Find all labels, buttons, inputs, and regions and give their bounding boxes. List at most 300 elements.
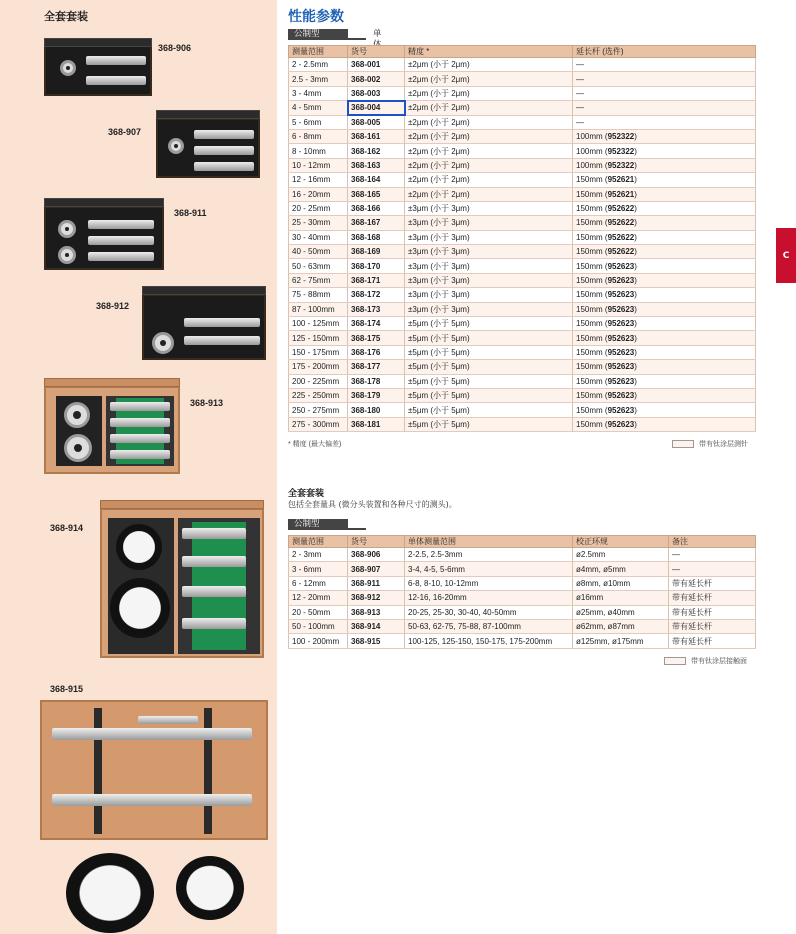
code-cell: 368-171 — [348, 273, 405, 287]
extension-length: 150mm ( — [576, 391, 608, 401]
range-cell: 2.5 - 3mm — [289, 72, 348, 86]
extension-cell — [573, 216, 756, 230]
gauge-head — [182, 528, 246, 539]
legend-label: 带有钛涂层测针 — [699, 441, 748, 448]
table-row — [289, 331, 756, 345]
code-cell: 368-170 — [348, 259, 405, 273]
extension-cell — [573, 403, 756, 417]
remark-cell: 带有延长杆 — [669, 619, 756, 633]
range-cell: 3 - 4mm — [289, 86, 348, 100]
extension-code: 952623 — [607, 261, 635, 271]
single-range-cell: 3-4, 4-5, 5-6mm — [405, 562, 573, 576]
table-row — [289, 388, 756, 402]
single-range-cell: 6-8, 8-10, 10-12mm — [405, 576, 573, 590]
accuracy-cell: ±2μm (小于 2μm) — [405, 173, 573, 187]
table-row — [289, 605, 756, 619]
table-row — [289, 360, 756, 374]
gauge-head — [110, 434, 170, 443]
single-range-cell: 100-125, 125-150, 150-175, 175-200mm — [405, 634, 573, 648]
code-cell: 368-168 — [348, 230, 405, 244]
col-header: 延长杆 (选件) — [573, 46, 756, 58]
metric-tab: 公制型 — [288, 29, 348, 40]
page-title: 性能参数 — [288, 9, 344, 25]
range-cell: 2 - 3mm — [289, 548, 348, 562]
code-cell: 368-162 — [348, 144, 405, 158]
table-row — [289, 619, 756, 633]
extension-cell — [573, 331, 756, 345]
close-paren: ) — [634, 175, 637, 185]
legend-label: 带有钛涂层接触面 — [691, 658, 747, 665]
table-row — [289, 417, 756, 431]
close-paren: ) — [634, 391, 637, 401]
range-cell: 40 - 50mm — [289, 245, 348, 259]
kit-label: 368-914 — [50, 523, 84, 533]
close-paren: ) — [634, 204, 637, 214]
extension-length: 150mm ( — [576, 290, 608, 300]
gauge-head — [88, 252, 154, 261]
range-cell: 4 - 5mm — [289, 101, 348, 115]
extension-cell — [573, 259, 756, 273]
single-range-cell: 50-63, 62-75, 75-88, 87-100mm — [405, 619, 573, 633]
close-paren: ) — [634, 232, 637, 242]
extension-length: 150mm ( — [576, 405, 608, 415]
code-cell: 368-181 — [348, 417, 405, 431]
extension-length: 150mm ( — [576, 362, 608, 372]
code-cell: 368-002 — [348, 72, 405, 86]
range-cell: 100 - 125mm — [289, 317, 348, 331]
col-header: 测量范围 — [289, 536, 348, 548]
range-cell: 6 - 8mm — [289, 129, 348, 143]
table-row — [289, 101, 756, 115]
table-row — [289, 86, 756, 100]
code-cell: 368-175 — [348, 331, 405, 345]
close-paren: ) — [634, 132, 637, 142]
extension-cell — [573, 144, 756, 158]
range-cell: 100 - 200mm — [289, 634, 348, 648]
extension-cell — [573, 417, 756, 431]
code-cell: 368-173 — [348, 302, 405, 316]
code-cell: 368-005 — [348, 115, 405, 129]
metric-tab: 公制型 — [288, 519, 348, 530]
extension-length: 150mm ( — [576, 232, 608, 242]
extension-length: 100mm ( — [576, 160, 608, 170]
code-cell: 368-915 — [348, 634, 405, 648]
extension-length: 100mm ( — [576, 146, 608, 156]
kit-label: 368-906 — [158, 43, 192, 53]
extension-code: 952322 — [607, 146, 635, 156]
extension-rod — [138, 716, 198, 724]
accuracy-cell: ±3μm (小于 3μm) — [405, 201, 573, 215]
kit-image-368-911 — [44, 206, 164, 270]
case-lid — [44, 38, 152, 47]
table-row — [289, 273, 756, 287]
table-row — [289, 230, 756, 244]
code-cell: 368-176 — [348, 345, 405, 359]
extension-code: 952623 — [607, 391, 635, 401]
code-cell: 368-004 — [348, 101, 405, 115]
extension-cell — [573, 58, 756, 72]
extension-length: 150mm ( — [576, 218, 608, 228]
accuracy-cell: ±3μm (小于 3μm) — [405, 230, 573, 244]
remark-cell: 带有延长杆 — [669, 576, 756, 590]
extension-length: 100mm ( — [576, 132, 608, 142]
gauge-head — [110, 450, 170, 459]
gauge-head — [86, 56, 146, 65]
col-header: 货号 — [348, 46, 405, 58]
kit-image-368-915 — [40, 700, 268, 840]
range-cell: 10 - 12mm — [289, 158, 348, 172]
extension-code: 952322 — [607, 160, 635, 170]
extension-length: 150mm ( — [576, 419, 608, 429]
case-lid — [100, 500, 264, 509]
remark-cell: — — [669, 562, 756, 576]
range-cell: 275 - 300mm — [289, 417, 348, 431]
extension-cell — [573, 288, 756, 302]
code-cell: 368-177 — [348, 360, 405, 374]
code-cell: 368-914 — [348, 619, 405, 633]
close-paren: ) — [634, 276, 637, 286]
code-cell: 368-178 — [348, 374, 405, 388]
code-cell: 368-164 — [348, 173, 405, 187]
remark-cell: 带有延长杆 — [669, 634, 756, 648]
range-cell: 20 - 25mm — [289, 201, 348, 215]
close-paren: ) — [634, 362, 637, 372]
gauge-head — [52, 794, 252, 806]
extension-length: 150mm ( — [576, 319, 608, 329]
range-cell: 3 - 6mm — [289, 562, 348, 576]
accuracy-cell: ±2μm (小于 2μm) — [405, 158, 573, 172]
col-header: 测量范围 — [289, 46, 348, 58]
range-cell: 50 - 100mm — [289, 619, 348, 633]
sets-table-header — [289, 536, 756, 548]
col-header: 校正环规 — [573, 536, 669, 548]
gauge-head — [194, 130, 254, 139]
ring-cell: ø2.5mm — [573, 548, 669, 562]
extension-code: 952622 — [607, 204, 635, 214]
extension-cell — [573, 101, 756, 115]
code-cell: 368-906 — [348, 548, 405, 562]
accuracy-cell: ±2μm (小于 2μm) — [405, 72, 573, 86]
extension-length: 150mm ( — [576, 333, 608, 343]
accuracy-cell: ±5μm (小于 5μm) — [405, 345, 573, 359]
table-row — [289, 58, 756, 72]
close-paren: ) — [634, 405, 637, 415]
code-cell: 368-169 — [348, 245, 405, 259]
setting-ring-large — [110, 578, 170, 638]
tab-underline — [348, 38, 366, 40]
table-row — [289, 201, 756, 215]
case-lid — [142, 286, 266, 295]
single-range-cell: 20-25, 25-30, 30-40, 40-50mm — [405, 605, 573, 619]
accuracy-cell: ±3μm (小于 3μm) — [405, 245, 573, 259]
range-cell: 200 - 225mm — [289, 374, 348, 388]
code-cell: 368-911 — [348, 576, 405, 590]
ring-cell: ø8mm, ø10mm — [573, 576, 669, 590]
sets-description: 包括全套量具 (微分头装置和各种尺寸的测头)。 — [288, 500, 457, 509]
extension-code: 952622 — [607, 232, 635, 242]
table-row — [289, 302, 756, 316]
kit-image-368-907 — [156, 118, 260, 178]
kit-label: 368-915 — [50, 684, 84, 694]
extension-cell — [573, 173, 756, 187]
extension-length: — — [576, 74, 584, 84]
accuracy-cell: ±5μm (小于 5μm) — [405, 374, 573, 388]
accuracy-cell: ±2μm (小于 2μm) — [405, 115, 573, 129]
kit-label: 368-911 — [174, 208, 207, 218]
tab-underline — [348, 528, 366, 530]
ring-cell: ø4mm, ø5mm — [573, 562, 669, 576]
close-paren: ) — [634, 218, 637, 228]
accuracy-cell: ±2μm (小于 2μm) — [405, 101, 573, 115]
setting-ring — [60, 60, 76, 76]
gauge-head — [182, 586, 246, 597]
kit-image-368-914 — [100, 508, 264, 658]
accuracy-cell: ±5μm (小于 5μm) — [405, 360, 573, 374]
close-paren: ) — [634, 189, 637, 199]
accuracy-cell: ±5μm (小于 5μm) — [405, 331, 573, 345]
gauge-head — [86, 76, 146, 85]
table-row — [289, 173, 756, 187]
close-paren: ) — [634, 333, 637, 343]
table-row — [289, 576, 756, 590]
range-cell: 16 - 20mm — [289, 187, 348, 201]
extension-cell — [573, 360, 756, 374]
ring-cell: ø16mm — [573, 591, 669, 605]
range-cell: 25 - 30mm — [289, 216, 348, 230]
table-row — [289, 403, 756, 417]
table-row — [289, 374, 756, 388]
table-row — [289, 129, 756, 143]
extension-code: 952622 — [607, 247, 635, 257]
table-row — [289, 288, 756, 302]
code-cell: 368-163 — [348, 158, 405, 172]
code-cell: 368-907 — [348, 562, 405, 576]
kit-label: 368-907 — [108, 127, 142, 137]
case-lid — [156, 110, 260, 119]
extension-length: — — [576, 103, 584, 113]
accuracy-cell: ±5μm (小于 5μm) — [405, 417, 573, 431]
extension-length: — — [576, 60, 584, 70]
accuracy-cell: ±5μm (小于 5μm) — [405, 403, 573, 417]
table-row — [289, 317, 756, 331]
close-paren: ) — [634, 160, 637, 170]
range-cell: 125 - 150mm — [289, 331, 348, 345]
table-row — [289, 634, 756, 648]
remark-cell: — — [669, 548, 756, 562]
table-row — [289, 345, 756, 359]
range-cell: 2 - 2.5mm — [289, 58, 348, 72]
extension-code: 952621 — [607, 175, 635, 185]
extension-code: 952623 — [607, 290, 635, 300]
legend-swatch — [672, 440, 694, 448]
accuracy-cell: ±2μm (小于 2μm) — [405, 129, 573, 143]
legend — [664, 656, 747, 666]
setting-ring-large — [66, 853, 154, 933]
kit-image-368-906 — [44, 44, 152, 96]
tab-subtitle: 单 — [373, 29, 382, 39]
table-row — [289, 548, 756, 562]
table-row — [289, 144, 756, 158]
table-row — [289, 115, 756, 129]
section-tab-c[interactable]: C — [776, 228, 796, 283]
table-row — [289, 72, 756, 86]
accuracy-cell: ±2μm (小于 2μm) — [405, 86, 573, 100]
extension-cell — [573, 201, 756, 215]
remark-cell: 带有延长杆 — [669, 605, 756, 619]
divider — [204, 708, 212, 834]
extension-code: 952623 — [607, 319, 635, 329]
extension-cell — [573, 245, 756, 259]
gauge-head — [182, 556, 246, 567]
range-cell: 175 - 200mm — [289, 360, 348, 374]
extension-cell — [573, 230, 756, 244]
ring-cell: ø25mm, ø40mm — [573, 605, 669, 619]
spec-table-header — [289, 46, 756, 58]
gauge-head — [110, 402, 170, 411]
close-paren: ) — [634, 376, 637, 386]
table-row — [289, 187, 756, 201]
extension-code: 952623 — [607, 405, 635, 415]
code-cell: 368-174 — [348, 317, 405, 331]
accuracy-cell: ±5μm (小于 5μm) — [405, 317, 573, 331]
legend — [672, 439, 748, 449]
col-header: 货号 — [348, 536, 405, 548]
close-paren: ) — [634, 146, 637, 156]
extension-length: 150mm ( — [576, 348, 608, 357]
case-lid — [44, 198, 164, 207]
extension-cell — [573, 187, 756, 201]
close-paren: ) — [634, 348, 637, 357]
range-cell: 6 - 12mm — [289, 576, 348, 590]
ring-cell: ø62mm, ø87mm — [573, 619, 669, 633]
col-header: 精度 * — [405, 46, 573, 58]
single-range-cell: 12-16, 16-20mm — [405, 591, 573, 605]
extension-length: — — [576, 88, 584, 98]
setting-ring — [64, 402, 90, 428]
extension-cell — [573, 302, 756, 316]
footnote: * 精度 (最大偏差) — [288, 441, 342, 448]
range-cell: 12 - 16mm — [289, 173, 348, 187]
kit-image-368-912 — [142, 294, 266, 360]
gauge-head — [194, 162, 254, 171]
range-cell: 75 - 88mm — [289, 288, 348, 302]
accuracy-cell: ±5μm (小于 5μm) — [405, 388, 573, 402]
code-cell: 368-172 — [348, 288, 405, 302]
extension-code: 952623 — [607, 362, 635, 372]
range-cell: 150 - 175mm — [289, 345, 348, 359]
gauge-head — [182, 618, 246, 629]
spec-table — [288, 45, 756, 432]
sets-title: 全套套装 — [288, 489, 325, 499]
extension-cell — [573, 115, 756, 129]
code-cell: 368-167 — [348, 216, 405, 230]
extension-code: 952623 — [607, 276, 635, 286]
extension-cell — [573, 273, 756, 287]
setting-ring — [58, 220, 76, 238]
kit-image-368-913 — [44, 386, 180, 474]
range-cell: 5 - 6mm — [289, 115, 348, 129]
gauge-head — [88, 236, 154, 245]
setting-ring — [64, 434, 92, 462]
extension-cell — [573, 86, 756, 100]
accuracy-cell: ±2μm (小于 2μm) — [405, 144, 573, 158]
product-image-panel — [0, 0, 277, 934]
table-row — [289, 245, 756, 259]
table-row — [289, 158, 756, 172]
extension-cell — [573, 388, 756, 402]
accuracy-cell: ±3μm (小于 3μm) — [405, 216, 573, 230]
extension-length: — — [576, 117, 584, 127]
extension-code: 952621 — [607, 189, 635, 199]
extension-code: 952623 — [607, 348, 635, 357]
range-cell: 87 - 100mm — [289, 302, 348, 316]
range-cell: 250 - 275mm — [289, 403, 348, 417]
extension-cell — [573, 345, 756, 359]
close-paren: ) — [634, 261, 637, 271]
extension-code: 952623 — [607, 376, 635, 386]
extension-length: 150mm ( — [576, 247, 608, 257]
code-cell: 368-001 — [348, 58, 405, 72]
sets-table — [288, 535, 756, 649]
extension-length: 150mm ( — [576, 189, 608, 199]
gauge-head — [184, 336, 260, 345]
close-paren: ) — [634, 304, 637, 314]
extension-cell — [573, 374, 756, 388]
accuracy-cell: ±3μm (小于 3μm) — [405, 259, 573, 273]
code-cell: 368-912 — [348, 591, 405, 605]
gauge-head — [88, 220, 154, 229]
case-lid — [44, 378, 180, 387]
extension-cell — [573, 72, 756, 86]
range-cell: 225 - 250mm — [289, 388, 348, 402]
accuracy-cell: ±3μm (小于 3μm) — [405, 302, 573, 316]
gauge-head — [194, 146, 254, 155]
close-paren: ) — [634, 247, 637, 257]
range-cell: 20 - 50mm — [289, 605, 348, 619]
extension-length: 150mm ( — [576, 204, 608, 214]
ring-cell: ø125mm, ø175mm — [573, 634, 669, 648]
accuracy-cell: ±3μm (小于 3μm) — [405, 273, 573, 287]
range-cell: 12 - 20mm — [289, 591, 348, 605]
accuracy-cell: ±2μm (小于 2μm) — [405, 187, 573, 201]
extension-code: 952623 — [607, 419, 635, 429]
close-paren: ) — [634, 290, 637, 300]
extension-code: 952322 — [607, 132, 635, 142]
kit-label: 368-913 — [190, 398, 224, 408]
table-row — [289, 562, 756, 576]
close-paren: ) — [634, 319, 637, 329]
accuracy-cell: ±3μm (小于 3μm) — [405, 288, 573, 302]
divider — [94, 708, 102, 834]
extension-code: 952623 — [607, 333, 635, 343]
col-header: 备注 — [669, 536, 756, 548]
gauge-head — [52, 728, 252, 740]
range-cell: 50 - 63mm — [289, 259, 348, 273]
code-cell: 368-003 — [348, 86, 405, 100]
extension-cell — [573, 317, 756, 331]
code-cell: 368-179 — [348, 388, 405, 402]
code-cell: 368-161 — [348, 129, 405, 143]
setting-ring — [168, 138, 184, 154]
remark-cell: 带有延长杆 — [669, 591, 756, 605]
single-range-cell: 2-2.5, 2.5-3mm — [405, 548, 573, 562]
kit-label: 368-912 — [96, 301, 130, 311]
setting-ring — [152, 332, 174, 354]
extension-length: 150mm ( — [576, 175, 608, 185]
code-cell: 368-166 — [348, 201, 405, 215]
extension-length: 150mm ( — [576, 276, 608, 286]
extension-cell — [573, 129, 756, 143]
